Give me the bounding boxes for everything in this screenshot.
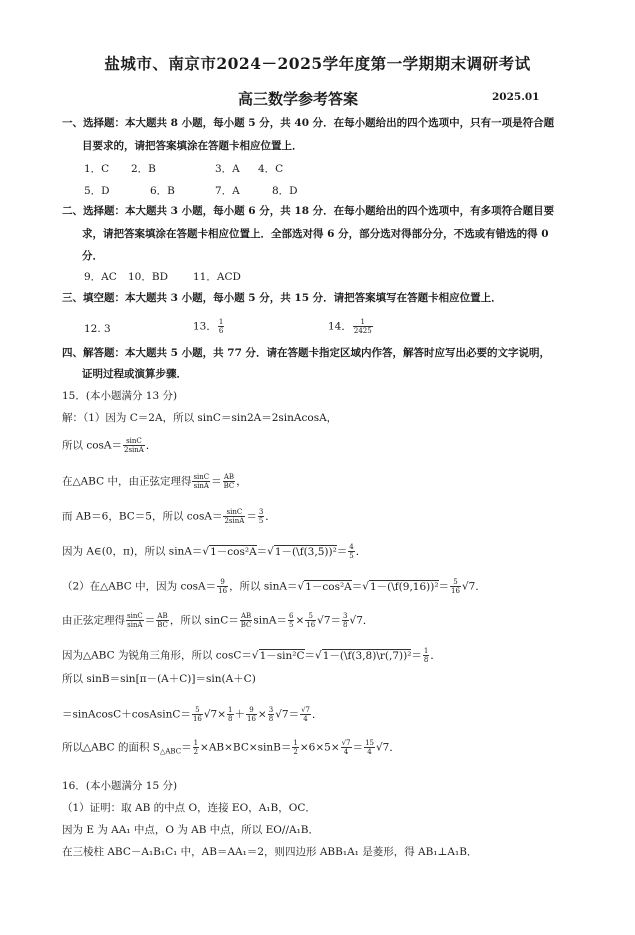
q15-line1: 解：（1）因为 C＝2A，所以 sinC＝sin2A＝2sinAcosA， (62, 412, 338, 424)
section1-instruction-line1: 一、选择题：本大题共 8 小题，每小题 5 分，共 40 分．在每小题给出的四个选项中，只有一项是符合题 (62, 117, 555, 129)
document-subtitle: 高三数学参考答案 (238, 90, 359, 108)
q16-line3: 在三棱柱 ABC－A₁B₁C₁ 中，AB＝AA₁＝2，则四边形 ABB₁A₁ 是菱形，得 AB₁⊥A₁B． (62, 846, 478, 858)
q15-line7: 由正弦定理得 $\frac{\sin C}{\sin A}$ ＝ $\frac{AB}{BC}$ ，所以 sinC＝ $\frac{AB}{BC}$ sinA＝ $\frac{6}{5}$ × $\frac{5}{16}$ √7＝ $\frac{3}{8}$ √7． (62, 612, 374, 629)
section1-instruction-line2: 目要求的，请把答案填涂在答题卡相应位置上． (82, 140, 303, 152)
section2-instruction-line3: 分． (82, 250, 103, 262)
answer-13-label: 13． (193, 320, 217, 333)
q15-line3: 在△ABC 中，由正弦定理得 $\frac{\sin C}{\sin A}$ ＝ $\frac{AB}{BC}$ ， (62, 473, 247, 490)
answer-14-label: 14． (328, 320, 352, 333)
section4-instruction-line1: 四、解答题：本大题共 5 小题，共 77 分．请在答题卡指定区域内作答，解答时应写出必要的文字说明， (62, 347, 551, 359)
document-title: 盐城市、南京市2024－2025学年度第一学期期末调研考试 (104, 54, 531, 73)
q15-line9: 所以 sinB＝sin[π－(A＋C)]＝sin(A＋C) (62, 673, 256, 685)
q15-line5: 因为 A∈(0，π)，所以 sinA＝√1－cos²A＝√1－(\f(3,5))²＝ $\frac{4}{5}$ ． (62, 543, 367, 560)
q15-heading: 15．(本小题满分 13 分) (62, 390, 178, 402)
answer-5: 5．D (84, 185, 110, 197)
q15-line8: 因为△ABC 为锐角三角形，所以 cosC＝√1－sin²C＝√1－(\f(3,8)\r(,7))²＝ $\frac{1}{8}$ ． (62, 647, 441, 664)
answer-12: 12. 3 (84, 323, 111, 335)
answer-9: 9．AC (84, 271, 117, 283)
answer-13 (193, 318, 225, 335)
answer-11: 11．ACD (193, 271, 241, 283)
answer-7: 7．A (215, 185, 240, 197)
answer-6: 6．B (150, 185, 175, 197)
section3-instruction: 三、填空题：本大题共 3 小题，每小题 5 分，共 15 分．请把答案填写在答题卡相应位置上． (62, 292, 502, 304)
q15-line10: ＝sinAcosC＋cosAsinC＝ $\frac{5}{16}$ √7× $\frac{1}{8}$ ＋ $\frac{9}{16}$ × $\frac{3}{8}$ √7＝ $\frac{√7}{4}$ ． (62, 706, 323, 723)
answer-2: 2．B (131, 163, 156, 175)
section4-instruction-line2: 证明过程或演算步骤． (82, 368, 187, 380)
q16-line1: （1）证明：取 AB 的中点 O，连接 EO，A₁B，OC． (62, 802, 316, 814)
section2-instruction-line2: 求，请把答案填涂在答题卡相应位置上．全部选对得 6 分，部分选对得部分分，不选或有错选的得 0 (82, 228, 549, 240)
answer-1: 1．C (84, 163, 110, 175)
answer-4: 4．C (258, 163, 284, 175)
q16-heading: 16．(本小题满分 15 分) (62, 780, 178, 792)
answer-13-fraction: $\frac{1}{6}$ (218, 318, 224, 335)
answer-8: 8．D (272, 185, 298, 197)
section2-instruction-line1: 二、选择题：本大题共 3 小题，每小题 6 分，共 18 分．在每小题给出的四个选项中，有多项符合题目要 (62, 205, 555, 217)
answer-10: 10．BD (128, 271, 168, 283)
q15-line11: 所以△ABC 的面积 $S_{\triangle ABC}=$ $\frac{1}{2}$ ×AB×BC×sinB＝ $\frac{1}{2}$ ×6×5× $\frac{√7}{4}$ ＝ $\frac{15}{4}$ √7． (62, 739, 400, 756)
q15-line2: 所以 cosA＝ $\frac{\sin C}{2\sin A}$ ． (62, 437, 157, 454)
answer-3: 3．A (215, 163, 240, 175)
answer-14-fraction: $\frac{1}{2425}$ (353, 318, 372, 335)
q15-line6: （2）在△ABC 中，因为 cosA＝ $\frac{9}{16}$ ，所以 sinA＝√1－cos²A＝√1－(\f(9,16))²＝ $\frac{5}{16}$ √7． (62, 578, 486, 595)
answer-14 (328, 318, 374, 335)
q16-line2: 因为 E 为 AA₁ 中点，O 为 AB 中点，所以 EO//A₁B． (62, 824, 320, 836)
q15-line4: 而 AB＝6，BC＝5，所以 cosA＝ $\frac{\sin C}{2\sin A}$ ＝ $\frac{3}{5}$ ． (62, 508, 276, 525)
document-date: 2025.01 (492, 91, 540, 103)
